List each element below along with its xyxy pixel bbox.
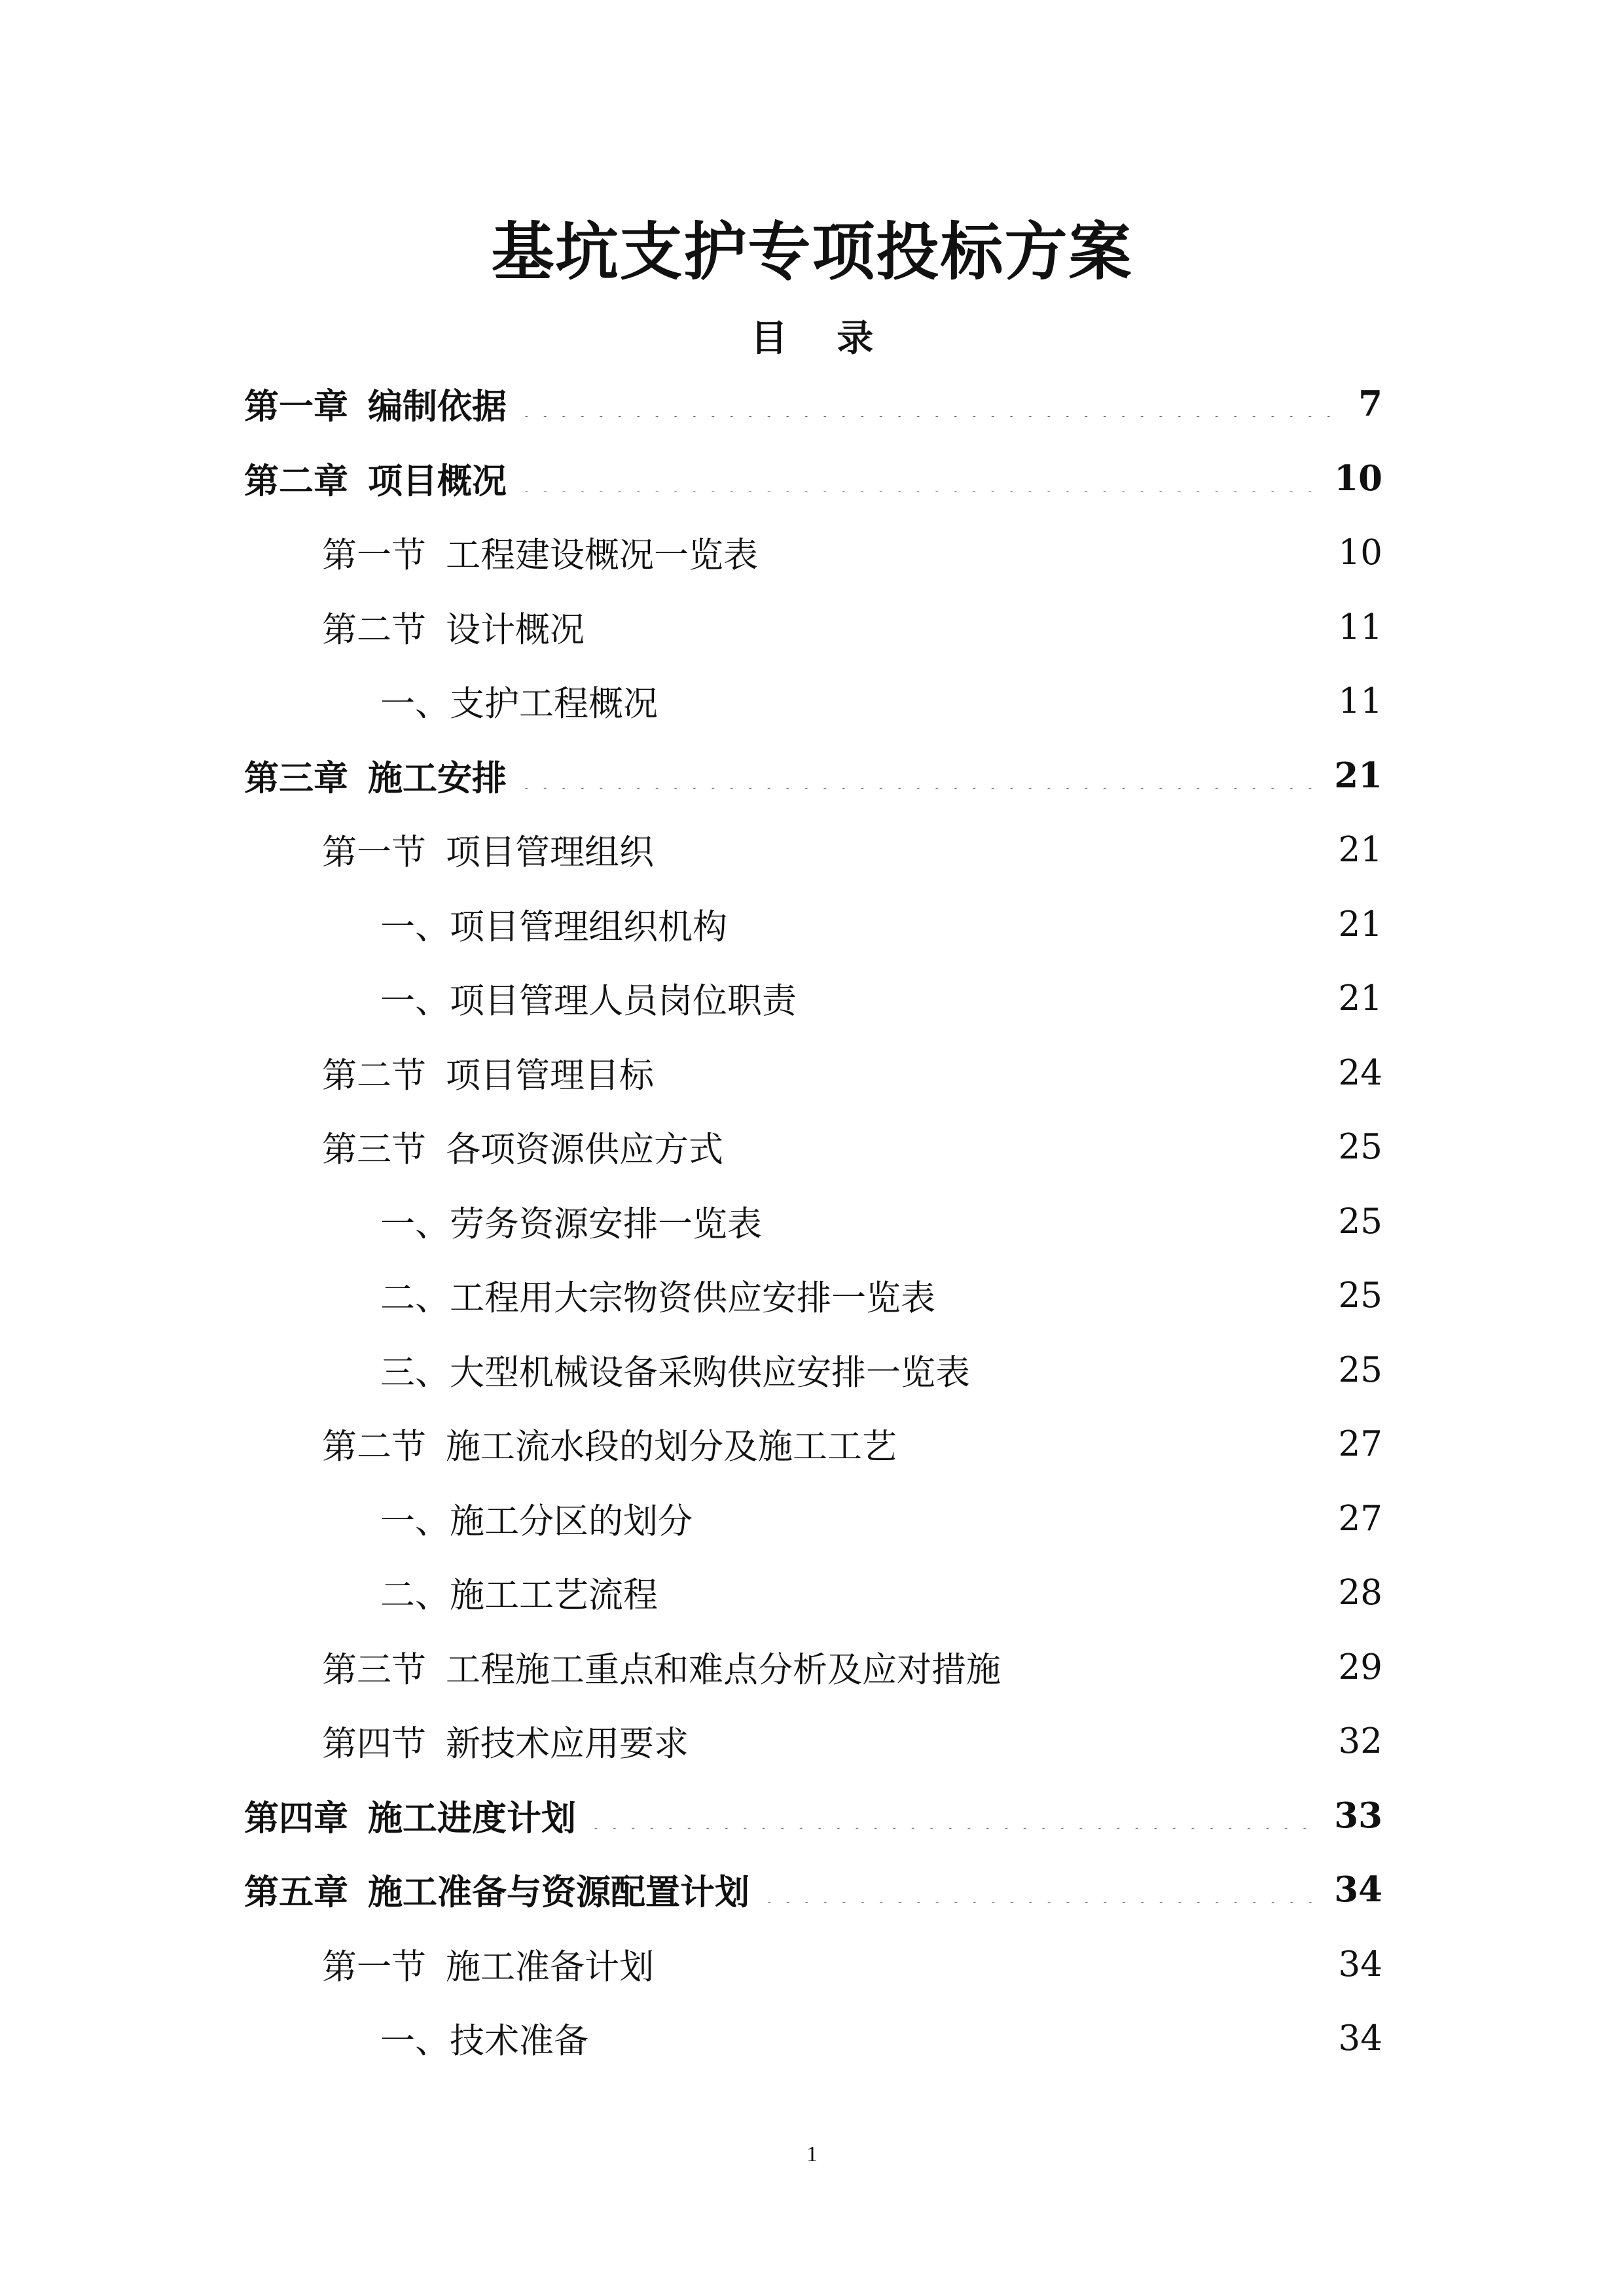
toc-dot-leader [703,1505,1326,1532]
toc-entry[interactable] [322,515,1382,590]
toc-entry-page: 10 [1338,532,1382,573]
toc-entry[interactable] [380,961,1382,1035]
toc-entry-number: 第四节 [322,1724,426,1764]
toc-entry[interactable] [244,367,1382,441]
toc-entry-label [322,602,585,652]
toc-entry[interactable] [322,1109,1382,1184]
toc-entry-label [322,1048,654,1098]
page-number: 1 [806,2142,818,2166]
toc-entry-label [380,1270,935,1320]
toc-entry-title: 二、工程用大宗物资供应安排一览表 [380,1278,935,1318]
toc-dot-leader [664,1060,1326,1086]
toc-entry-number: 第三节 [322,1650,426,1690]
toc-entry-label [380,1345,970,1395]
toc-dot-leader [946,1282,1326,1308]
toc-dot-leader [517,762,1321,789]
toc-entry-number: 第二节 [322,1427,426,1467]
toc-entry-number: 第二节 [322,610,426,650]
toc-entry-title: 一、技术准备 [380,2021,588,2061]
toc-entry-label [380,2013,588,2063]
toc-entry[interactable] [244,1778,1382,1853]
toc-entry[interactable] [380,1184,1382,1259]
toc-entry-number: 第二章 [244,461,348,501]
toc-entry-label [322,825,654,874]
toc-entry-title: 施工进度计划 [368,1799,576,1839]
toc-entry[interactable] [380,1481,1382,1556]
toc-entry-label [322,1939,654,1989]
document-title: 基坑支护专项投标方案 [491,215,1133,289]
toc-entry-title: 三、大型机械设备采购供应安排一览表 [380,1353,970,1393]
toc-entry-label [380,899,727,949]
toc-entry[interactable] [244,441,1382,516]
toc-dot-leader [668,688,1326,714]
toc-entry[interactable] [322,1704,1382,1778]
toc-entry-page: 33 [1334,1795,1382,1836]
toc-entry-page: 11 [1338,681,1382,721]
toc-entry-number: 第一节 [322,535,426,575]
toc-entry-page: 21 [1338,829,1382,870]
toc-entry-title: 施工准备计划 [446,1947,654,1987]
toc-dot-leader [599,2025,1326,2051]
toc-entry-label [244,1791,576,1840]
toc-dot-leader [517,391,1345,417]
toc-dot-leader [664,836,1326,863]
toc-entry-page: 24 [1338,1052,1382,1093]
toc-entry-title: 一、项目管理人员岗位职责 [380,981,797,1021]
toc-entry-title: 设计概况 [446,610,585,650]
toc-entry-title: 各项资源供应方式 [446,1130,723,1170]
toc-entry[interactable] [322,812,1382,887]
toc-entry[interactable] [322,1630,1382,1704]
toc-entry[interactable] [380,1333,1382,1407]
toc-entry-number: 第一章 [244,387,348,427]
toc-entry-page: 34 [1334,1869,1382,1910]
toc-entry-title: 项目管理目标 [446,1056,654,1096]
toc-entry-label [244,1865,749,1914]
toc-entry-page: 25 [1338,1275,1382,1316]
toc-entry-number: 第二节 [322,1056,426,1096]
toc-entry-title: 一、劳务资源安排一览表 [380,1204,762,1244]
toc-entry-label [244,454,507,503]
toc-entry-page: 25 [1338,1126,1382,1167]
toc-entry-number: 第五章 [244,1873,348,1912]
toc-dot-leader [981,1357,1326,1383]
toc-entry-label [244,751,507,800]
toc-entry-number: 第一节 [322,1947,426,1987]
toc-entry-title: 工程施工重点和难点分析及应对措施 [446,1650,1001,1690]
toc-dot-leader [768,539,1326,565]
toc-entry-page: 21 [1338,904,1382,944]
toc-dot-leader [586,1803,1321,1829]
toc-dot-leader [699,1728,1326,1754]
toc-entry[interactable] [322,590,1382,664]
toc-dot-leader [807,985,1326,1011]
toc-entry-title: 项目概况 [368,461,507,501]
toc-entry-page: 29 [1338,1647,1382,1687]
toc-entry[interactable] [380,2001,1382,2075]
toc-entry-title: 编制依据 [368,387,507,427]
toc-entry-page: 25 [1338,1201,1382,1242]
toc-dot-leader [907,1431,1326,1457]
toc-dot-leader [517,465,1321,492]
toc-entry-title: 项目管理组织 [446,833,654,872]
toc-entry-label [380,1196,762,1246]
toc-dot-leader [1011,1654,1326,1680]
toc-entry-label [322,1419,897,1469]
toc-dot-leader [668,1579,1326,1605]
toc-entry-title: 工程建设概况一览表 [446,535,758,575]
toc-entry-title: 一、施工分区的划分 [380,1501,693,1541]
toc-entry-number: 第一节 [322,833,426,872]
toc-entry-page: 32 [1338,1721,1382,1761]
toc-entry[interactable] [244,1852,1382,1927]
toc-entry[interactable] [244,738,1382,813]
toc-entry[interactable] [380,1258,1382,1333]
toc-entry-page: 21 [1338,978,1382,1018]
toc-entry-label [380,1494,693,1543]
toc-entry-title: 施工安排 [368,759,507,798]
toc-entry-page: 34 [1338,1944,1382,1984]
toc-entry-number: 第三节 [322,1130,426,1170]
toc-entry-number: 第四章 [244,1799,348,1839]
toc-entry[interactable] [380,1555,1382,1630]
toc-entry-title: 施工流水段的划分及施工工艺 [446,1427,897,1467]
toc-entry[interactable] [380,887,1382,961]
toc-entry-label [322,1642,1001,1692]
toc-entry-title: 一、支护工程概况 [380,684,658,724]
toc-dot-leader [664,1951,1326,1977]
toc-entry[interactable] [380,664,1382,738]
toc-entry-label [322,1122,723,1172]
toc-dot-leader [595,614,1326,640]
toc-entry-page: 34 [1338,2018,1382,2058]
toc-entry-title: 施工准备与资源配置计划 [368,1873,749,1912]
toc-heading: 目 录 [750,317,892,360]
toc-entry[interactable] [322,1407,1382,1481]
toc-entry-title: 二、施工工艺流程 [380,1575,658,1615]
toc-entry-label [380,973,797,1023]
toc-entry-label [380,1568,658,1617]
toc-entry[interactable] [322,1035,1382,1110]
toc-entry-page: 7 [1358,384,1382,424]
toc-entry-label [322,1716,689,1766]
toc-dot-leader [738,911,1326,937]
toc-entry-page: 21 [1334,755,1382,796]
toc-entry-page: 28 [1338,1572,1382,1613]
toc-entry[interactable] [322,1927,1382,2001]
toc-entry-page: 27 [1338,1498,1382,1539]
toc-dot-leader [760,1876,1321,1903]
toc-entry-title: 一、项目管理组织机构 [380,907,727,947]
toc-dot-leader [772,1208,1326,1234]
toc-entry-page: 10 [1334,458,1382,499]
toc-entry-number: 第三章 [244,759,348,798]
toc-entry-label [322,528,758,577]
toc-dot-leader [734,1134,1326,1160]
toc-entry-title: 新技术应用要求 [446,1724,689,1764]
toc-entry-label [380,676,658,726]
toc-entry-page: 27 [1338,1424,1382,1464]
toc-entry-page: 11 [1338,607,1382,647]
toc-entry-page: 25 [1338,1350,1382,1390]
toc-entry-label [244,379,507,429]
